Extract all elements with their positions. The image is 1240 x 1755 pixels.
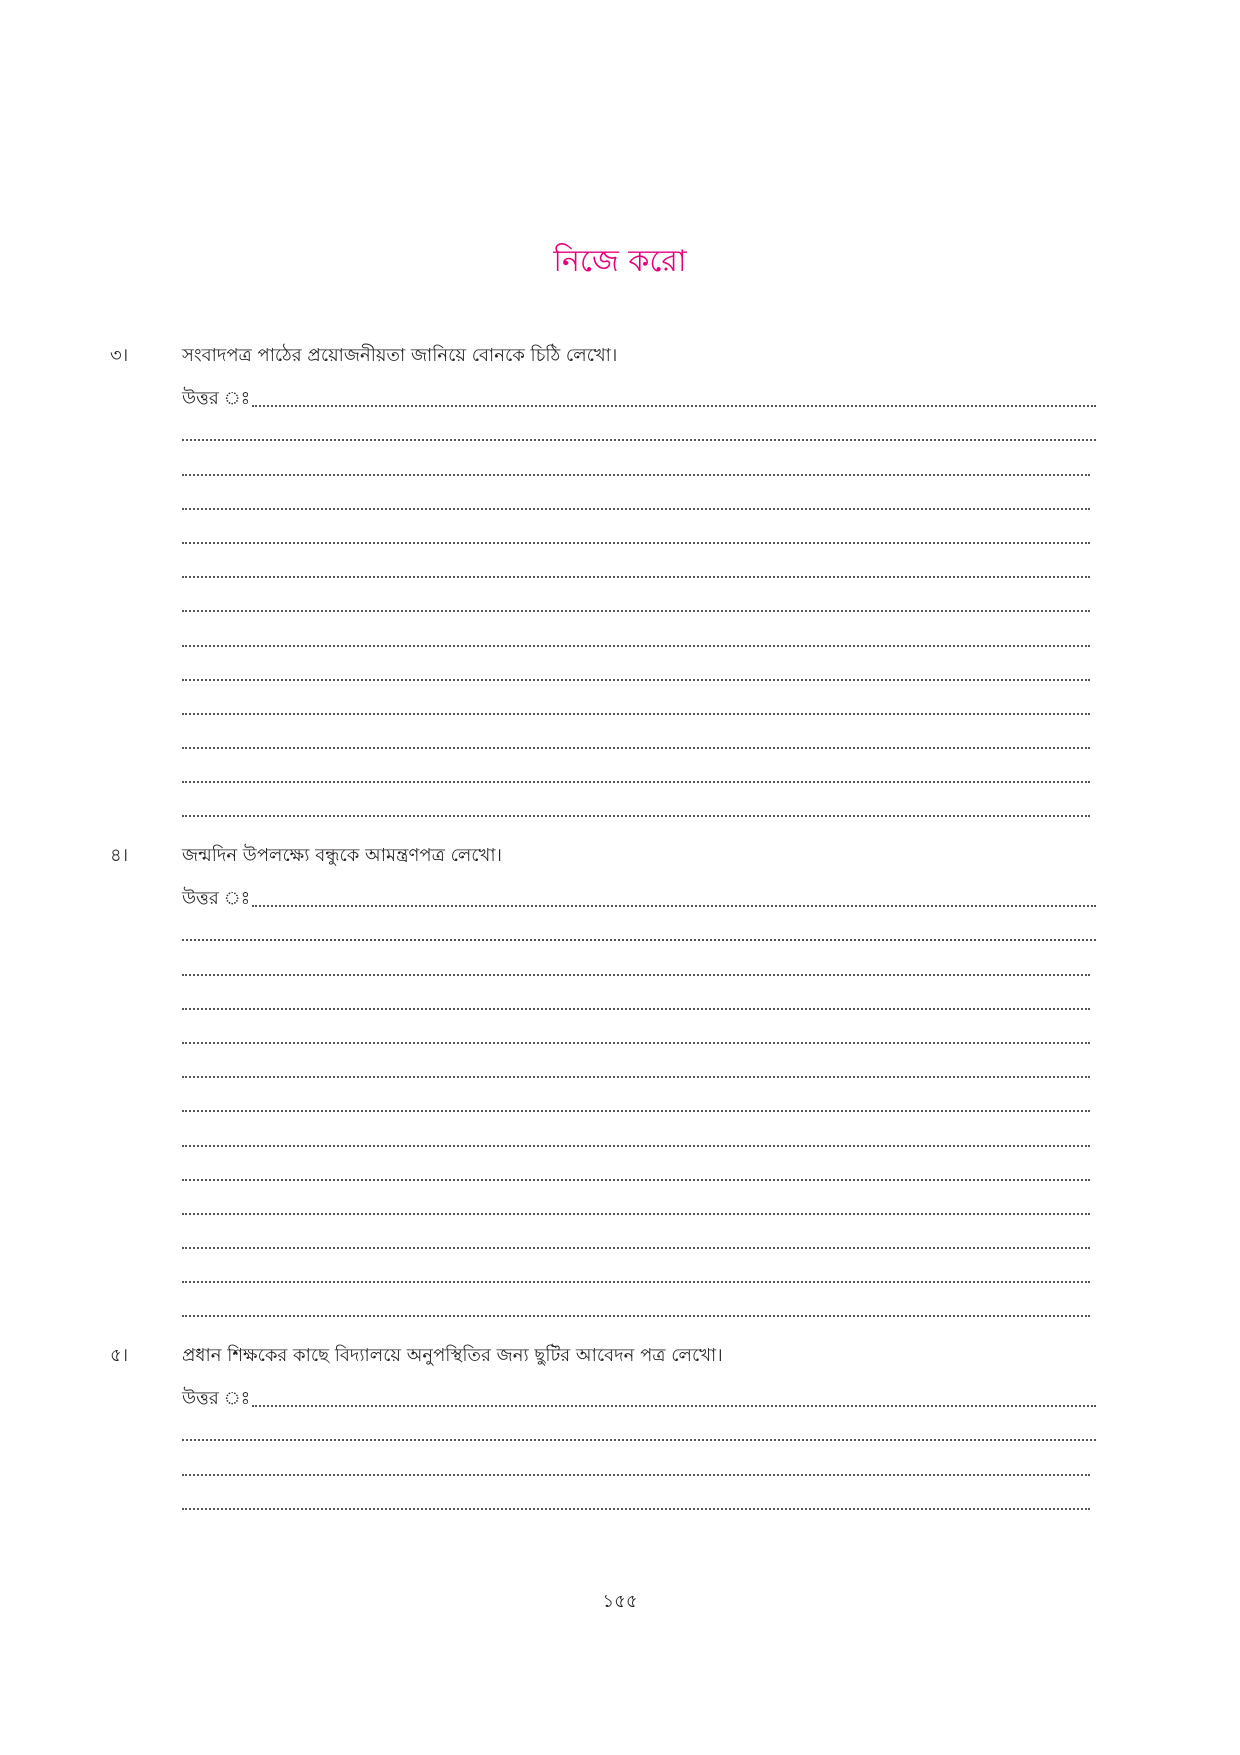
- dotted-rule: [182, 474, 1090, 476]
- answer-label: উত্তর ঃ: [182, 887, 256, 911]
- dotted-rule: [182, 1076, 1090, 1078]
- answer-line[interactable]: [182, 687, 1096, 721]
- answer-label: উত্তর ঃ: [182, 1387, 256, 1411]
- answer-first-line[interactable]: [182, 379, 1096, 413]
- dotted-rule: [182, 1281, 1090, 1283]
- answer-area-4[interactable]: [182, 879, 1096, 1323]
- answer-line[interactable]: [182, 947, 1096, 981]
- dotted-rule: [182, 679, 1090, 681]
- dotted-rule: [182, 939, 1096, 941]
- dotted-rule: [252, 905, 1096, 907]
- question-number: ৩।: [110, 345, 129, 366]
- dotted-rule: [182, 1315, 1090, 1317]
- page-number: ১৫৫: [602, 1591, 638, 1612]
- answer-line[interactable]: [182, 755, 1096, 789]
- dotted-rule: [182, 576, 1090, 578]
- dotted-rule: [182, 610, 1090, 612]
- answer-line[interactable]: [182, 1482, 1096, 1516]
- answer-line[interactable]: [182, 413, 1096, 447]
- answer-first-line[interactable]: [182, 879, 1096, 913]
- question-4: [0, 838, 1240, 878]
- dotted-rule: [182, 815, 1090, 817]
- answer-line[interactable]: [182, 1187, 1096, 1221]
- dotted-rule: [252, 405, 1096, 407]
- question-number: ৫।: [110, 1345, 129, 1366]
- dotted-rule: [182, 974, 1090, 976]
- dotted-rule: [182, 1008, 1090, 1010]
- dotted-rule: [182, 645, 1090, 647]
- answer-area-3[interactable]: [182, 379, 1096, 823]
- dotted-rule: [182, 1110, 1090, 1112]
- answer-line[interactable]: [182, 482, 1096, 516]
- dotted-rule: [182, 1474, 1090, 1476]
- answer-line[interactable]: [182, 1050, 1096, 1084]
- dotted-rule: [182, 1145, 1090, 1147]
- answer-line[interactable]: [182, 913, 1096, 947]
- answer-line[interactable]: [182, 789, 1096, 823]
- answer-line[interactable]: [182, 584, 1096, 618]
- answer-line[interactable]: [182, 1413, 1096, 1447]
- answer-area-5[interactable]: [182, 1379, 1096, 1516]
- dotted-rule: [182, 781, 1090, 783]
- dotted-rule: [182, 1439, 1096, 1441]
- answer-line[interactable]: [182, 721, 1096, 755]
- dotted-rule: [182, 508, 1090, 510]
- answer-line[interactable]: [182, 516, 1096, 550]
- answer-line[interactable]: [182, 618, 1096, 652]
- dotted-rule: [182, 1247, 1090, 1249]
- question-5: [0, 1338, 1240, 1378]
- question-text: সংবাদপত্র পাঠের প্রয়োজনীয়তা জানিয়ে বোনকে চিঠি লেখো।: [182, 345, 618, 366]
- answer-line[interactable]: [182, 1221, 1096, 1255]
- answer-line[interactable]: [182, 550, 1096, 584]
- answer-line[interactable]: [182, 1289, 1096, 1323]
- dotted-rule: [182, 542, 1090, 544]
- answer-label: উত্তর ঃ: [182, 387, 256, 411]
- page-title: নিজে করো: [553, 244, 687, 279]
- answer-line[interactable]: [182, 1255, 1096, 1289]
- dotted-rule: [182, 713, 1090, 715]
- answer-line[interactable]: [182, 1153, 1096, 1187]
- question-number: ৪।: [110, 845, 129, 866]
- dotted-rule: [182, 439, 1096, 441]
- dotted-rule: [252, 1405, 1096, 1407]
- question-text: জন্মদিন উপলক্ষ্যে বন্ধুকে আমন্ত্রণপত্র লেখো।: [182, 845, 502, 866]
- dotted-rule: [182, 1042, 1090, 1044]
- question-text: প্রধান শিক্ষকের কাছে বিদ্যালয়ে অনুপস্থিতির জন্য ছুটির আবেদন পত্র লেখো।: [182, 1345, 723, 1366]
- answer-line[interactable]: [182, 1016, 1096, 1050]
- answer-line[interactable]: [182, 1118, 1096, 1152]
- answer-line[interactable]: [182, 447, 1096, 481]
- dotted-rule: [182, 1508, 1090, 1510]
- answer-first-line[interactable]: [182, 1379, 1096, 1413]
- question-3: [0, 338, 1240, 378]
- answer-line[interactable]: [182, 653, 1096, 687]
- answer-line[interactable]: [182, 1084, 1096, 1118]
- answer-line[interactable]: [182, 1447, 1096, 1481]
- dotted-rule: [182, 1179, 1090, 1181]
- dotted-rule: [182, 1213, 1090, 1215]
- answer-line[interactable]: [182, 982, 1096, 1016]
- dotted-rule: [182, 747, 1090, 749]
